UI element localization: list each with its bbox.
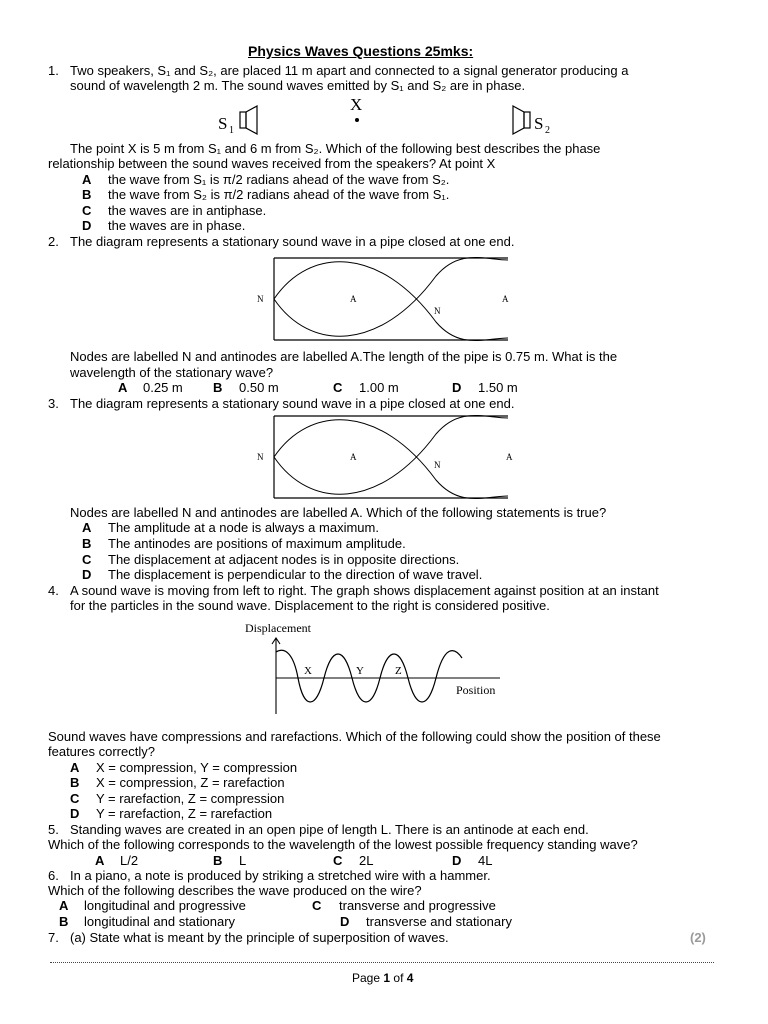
question-number: 5. [48, 822, 59, 837]
antinode-label: A [350, 294, 357, 304]
option-text: L [239, 853, 247, 868]
antinode-label: A [350, 452, 357, 462]
option-letter: A [59, 898, 69, 913]
question-text: Which of the following corresponds to the wavelength of the lowest possible frequency standing wave? [48, 837, 638, 852]
option-text: 0.25 m [143, 380, 183, 395]
option-text: Y = rarefaction, Z = compression [96, 791, 285, 806]
option-text: transverse and progressive [339, 898, 496, 913]
option-text: Y = rarefaction, Z = rarefaction [96, 806, 273, 821]
option-letter: D [452, 853, 462, 868]
point-z-label: Z [395, 665, 402, 677]
pipe-outline [274, 258, 508, 340]
option-text: 2L [359, 853, 374, 868]
question-text: wavelength of the stationary wave? [70, 365, 274, 380]
option-letter: A [95, 853, 105, 868]
question-number: 6. [48, 868, 59, 883]
option-letter: D [82, 218, 92, 233]
page-title: Physics Waves Questions 25mks: [248, 43, 474, 59]
question-number: 4. [48, 583, 59, 598]
question-number: 7. [48, 930, 59, 945]
option-letter: B [82, 187, 92, 202]
node-label: N [257, 452, 264, 462]
question-number: 3. [48, 396, 59, 411]
option-letter: C [312, 898, 322, 913]
point-x-label: X [350, 96, 363, 114]
question-text: Standing waves are created in an open pipe of length L. There is an antinode at each end. [70, 822, 589, 837]
option-text: The displacement at adjacent nodes is in opposite directions. [108, 552, 460, 567]
option-letter: B [213, 853, 223, 868]
option-text: The antinodes are positions of maximum amplitude. [108, 536, 406, 551]
option-text: the wave from S₁ is π/2 radians ahead of the wave from S₂. [108, 172, 450, 187]
option-text: transverse and stationary [366, 914, 512, 929]
option-text: the waves are in antiphase. [108, 203, 267, 218]
s2-label: S [534, 114, 544, 133]
option-letter: C [70, 791, 80, 806]
option-text: The amplitude at a node is always a maximum. [108, 520, 379, 535]
option-letter: C [333, 380, 343, 395]
node-label: N [434, 306, 441, 316]
node-label: N [434, 460, 441, 470]
option-letter: D [452, 380, 462, 395]
option-text: longitudinal and stationary [84, 914, 236, 929]
option-text: 4L [478, 853, 493, 868]
speakers-diagram [200, 96, 570, 140]
option-letter: D [340, 914, 350, 929]
question-text: In a piano, a note is produced by striking a stretched wire with a hammer. [70, 868, 491, 883]
s2-subscript: 2 [545, 125, 550, 136]
option-letter: B [70, 775, 80, 790]
question-text: relationship between the sound waves received from the speakers? At point X [48, 156, 496, 171]
option-letter: C [333, 853, 343, 868]
question-text: for the particles in the sound wave. Displacement to the right is considered positive. [70, 598, 550, 613]
option-letter: B [213, 380, 223, 395]
question-text: The diagram represents a stationary sound wave in a pipe closed at one end. [70, 396, 515, 411]
wave-envelope [274, 415, 508, 498]
question-text: The diagram represents a stationary sound wave in a pipe closed at one end. [70, 234, 515, 249]
displacement-position-graph [240, 618, 520, 718]
option-text: longitudinal and progressive [84, 898, 246, 913]
option-letter: A [70, 760, 80, 775]
option-letter: A [118, 380, 128, 395]
option-text: 1.00 m [359, 380, 399, 395]
pipe-outline [274, 416, 508, 498]
antinode-label: A [506, 452, 513, 462]
question-text: A sound wave is moving from left to right. The graph shows displacement against position at an instant [70, 583, 659, 598]
option-letter: C [82, 552, 92, 567]
s1-subscript: 1 [229, 125, 234, 136]
node-label: N [257, 294, 264, 304]
speaker-s1-icon [240, 106, 257, 134]
page-word: Page [352, 971, 381, 985]
page-total: 4 [406, 971, 414, 985]
option-letter: C [82, 203, 92, 218]
x-axis-label: Position [456, 683, 496, 697]
option-letter: B [59, 914, 69, 929]
page-current: 1 [383, 971, 391, 985]
speaker-s2-icon [513, 106, 530, 134]
s1-label: S [218, 114, 228, 133]
question-text: sound of wavelength 2 m. The sound waves emitted by S₁ and S₂ are in phase. [70, 78, 526, 93]
question-text: Two speakers, S₁ and S₂, are placed 11 m apart and connected to a signal generator producing a [70, 63, 629, 78]
option-text: the waves are in phase. [108, 218, 246, 233]
stationary-wave-diagram [250, 254, 520, 344]
y-axis-label: Displacement [245, 621, 311, 635]
point-y-label: Y [356, 665, 364, 677]
option-text: The displacement is perpendicular to the direction of wave travel. [108, 567, 483, 582]
option-letter: A [82, 520, 92, 535]
page-footer [352, 971, 413, 987]
option-letter: D [82, 567, 92, 582]
antinode-label: A [502, 294, 509, 304]
stationary-wave-diagram [250, 412, 520, 502]
wave-envelope [274, 257, 508, 340]
option-letter: A [82, 172, 92, 187]
question-text: Sound waves have compressions and rarefactions. Which of the following could show the position of these [48, 729, 661, 744]
option-text: 1.50 m [478, 380, 518, 395]
option-text: the wave from S₂ is π/2 radians ahead of the wave from S₁. [108, 187, 450, 202]
question-number: 1. [48, 63, 59, 78]
question-text: Which of the following describes the wave produced on the wire? [48, 883, 422, 898]
option-text: 0.50 m [239, 380, 279, 395]
option-letter: B [82, 536, 92, 551]
question-text: Nodes are labelled N and antinodes are labelled A.The length of the pipe is 0.75 m. What is the [70, 349, 618, 364]
option-text: X = compression, Z = rarefaction [96, 775, 285, 790]
point-x-dot [355, 118, 359, 122]
question-text: The point X is 5 m from S₁ and 6 m from S₂. Which of the following best describes the phase [70, 141, 601, 156]
option-letter: D [70, 806, 80, 821]
point-x-label: X [304, 665, 312, 677]
option-text: L/2 [120, 853, 139, 868]
question-number: 2. [48, 234, 59, 249]
footer-divider [50, 962, 714, 963]
question-text: Nodes are labelled N and antinodes are labelled A. Which of the following statements is true? [70, 505, 607, 520]
question-text: features correctly? [48, 744, 155, 759]
option-text: X = compression, Y = compression [96, 760, 298, 775]
page-of: of [393, 971, 404, 985]
question-text: (a) State what is meant by the principle of superposition of waves. [70, 930, 449, 945]
marks-label: (2) [690, 930, 706, 945]
